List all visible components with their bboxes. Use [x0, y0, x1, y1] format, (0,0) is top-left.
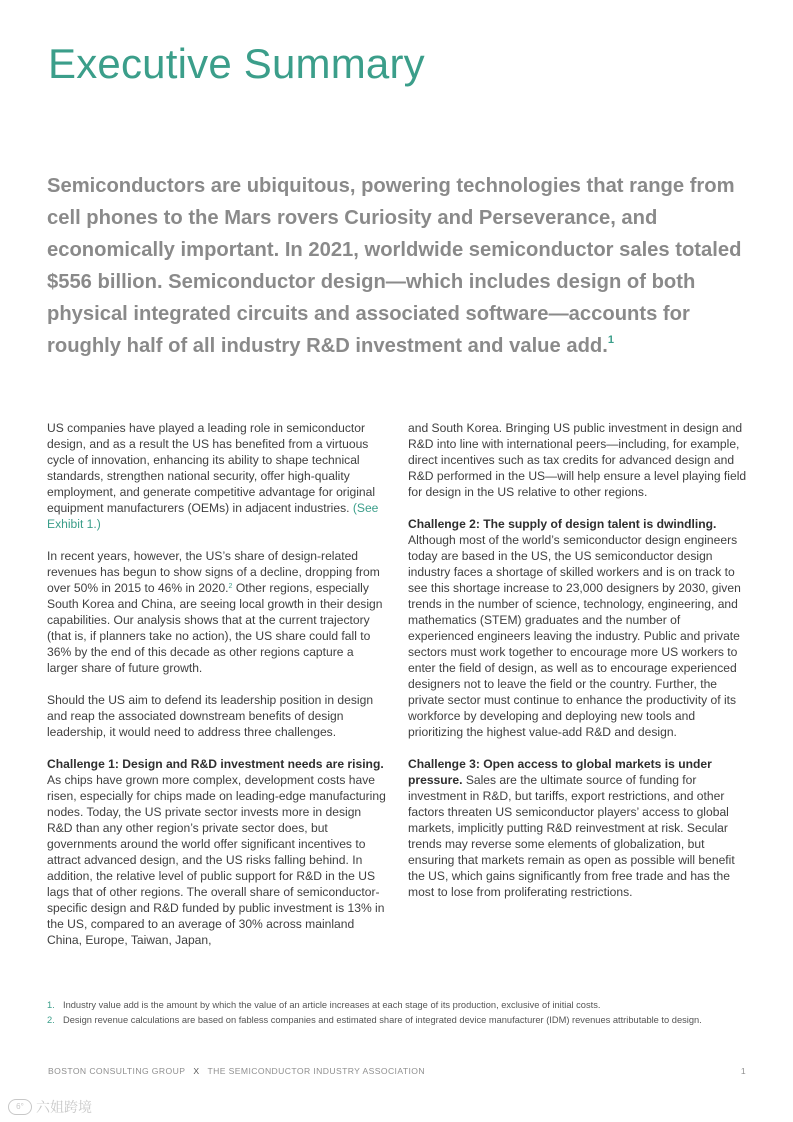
- exhibit-link[interactable]: (See Exhibit 1.): [47, 501, 379, 531]
- decline-text-b: Other regions, especially South Korea and China, are seeing local growth in their design capabilities. Our analysis shows that at the current trajectory (that is, if planners take no action), the US share could fall to 36% by the end of this decade as other regions capture a larger share of future growth.: [47, 581, 383, 675]
- left-column: [47, 420, 387, 964]
- paragraph-intro: [47, 420, 387, 532]
- challenge-2-text: Although most of the world’s semiconductor design engineers today are based in the US, the US semiconductor design industry faces a shortage of skilled workers and is on track to see this shortage increase to 23,000 designers by 2030, given trends in the number of science, technology, engineering, and mathematics (STEM) graduates and the number of experienced engineers leaving the industry. Public and private sectors must work together to encourage more US workers to enter the field of design, as well as to encourage experienced designers not to leave the field or the country. Further, the private sector must continue to enhance the productivity of its workforce by developing and deploying new tools and prioritizing the highest value-add R&D and design.: [408, 533, 741, 739]
- paragraph-challenge-3: [408, 756, 748, 900]
- challenge-2-heading: Challenge 2: The supply of design talent is dwindling.: [408, 517, 717, 531]
- challenge-1-text: As chips have grown more complex, development costs have risen, especially for chips made on leading-edge manufacturing nodes. Today, the US private sector invests more in design R&D than any other region’s private sector does, but governments around the world offer significant incentives to attract advanced design, and the US risks falling behind. In addition, the relative level of public support for R&D in the US lags that of other regions. The overall share of semiconductor-specific design and R&D funded by public investment is 13% in the US, compared to an average of 30% across mainland China, Europe, Taiwan, Japan,: [47, 773, 386, 947]
- footnote-number: 2.: [47, 1015, 55, 1025]
- page-footer: [48, 1066, 746, 1076]
- footnote-text: Design revenue calculations are based on fabless companies and estimated share of integrated device manufacturer (IDM) revenues attributable to design.: [63, 1015, 702, 1025]
- lead-paragraph: [47, 170, 757, 362]
- challenge-3-text: Sales are the ultimate source of funding for investment in R&D, but tariffs, export restrictions, and other factors threaten US semiconductor players’ access to global markets, implicitly putting R&D reinvestment at risk. Secular trends may reverse some elements of globalization, but ensuring that markets remain as open as possible will benefit the US, which gains significantly from free trade and has the most to lose from proliferating restrictions.: [408, 773, 735, 899]
- watermark: [8, 1097, 92, 1117]
- decline-text-a: In recent years, however, the US’s share of design-related revenues has begun to show signs of a decline, dropping from over 50% in 2015 to 46% in 2020.: [47, 549, 380, 595]
- footnote-text: Industry value add is the amount by which the value of an article increases at each stage of its production, exclusive of initial costs.: [63, 1000, 601, 1010]
- footnotes: [47, 1000, 747, 1030]
- lead-text: Semiconductors are ubiquitous, powering technologies that range from cell phones to the Mars rovers Curiosity and Perseverance, and economically important. In 2021, worldwide semiconductor sales totaled $556 billion. Semiconductor design—which includes design of both physical integrated circuits and associated software—accounts for roughly half of all industry R&D investment and value add.: [47, 175, 742, 357]
- footer-org-right: THE SEMICONDUCTOR INDUSTRY ASSOCIATION: [207, 1066, 425, 1076]
- footer-org-left: BOSTON CONSULTING GROUP: [48, 1066, 186, 1076]
- footnote-number: 1.: [47, 1000, 55, 1010]
- footnote-ref-2[interactable]: 2: [228, 583, 233, 590]
- watermark-text: 六姐跨境: [36, 1099, 92, 1115]
- footnote-item: [47, 1000, 747, 1011]
- paragraph-challenges-intro: Should the US aim to defend its leadership position in design and reap the associated downstream benefits of design leadership, it would need to address three challenges.: [47, 693, 374, 739]
- challenge-3-heading: Challenge 3: Open access to global markets is under pressure.: [408, 757, 712, 787]
- paragraph-challenge-1: [47, 756, 387, 948]
- intro-text: US companies have played a leading role in semiconductor design, and as a result the US has benefited from a virtuous cycle of innovation, enhancing its ability to shape technical standards, strengthen national security, offer high-quality employment, and generate competitive advantage for original equipment manufacturers (OEMs) in adjacent industries.: [47, 421, 376, 515]
- paragraph-decline: [47, 548, 387, 676]
- right-column: [408, 420, 748, 916]
- page-title: Executive Summary: [48, 40, 425, 87]
- lead-footnote-ref[interactable]: 1: [607, 334, 614, 346]
- footnote-item: [47, 1015, 747, 1026]
- challenge-1-heading: Challenge 1: Design and R&D investment needs are rising.: [47, 757, 384, 771]
- paragraph-challenge-1-cont: and South Korea. Bringing US public investment in design and R&D into line with international peers—including, for example, direct incentives such as tax credits for advanced design and R&D performed in the US—will help ensure a level playing field for design in the US relative to other regions.: [408, 421, 747, 499]
- page-number: 1: [740, 1066, 746, 1076]
- watermark-logo-icon: 6°: [8, 1099, 32, 1115]
- footer-separator: X: [193, 1066, 200, 1076]
- paragraph-challenge-2: [408, 516, 748, 740]
